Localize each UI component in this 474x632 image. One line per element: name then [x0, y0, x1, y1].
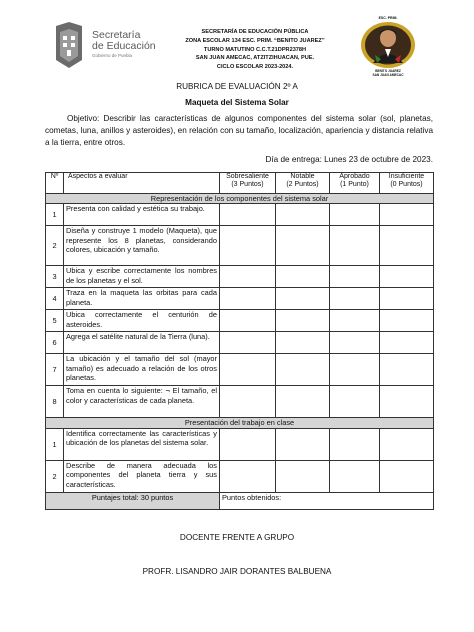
score-cell-insuficiente[interactable]	[380, 226, 434, 266]
score-cell-sobresaliente[interactable]	[220, 310, 276, 332]
score-cell-notable[interactable]	[276, 288, 330, 310]
row-number: 4	[46, 288, 64, 310]
secretaria-educacion-logo	[50, 18, 160, 74]
teacher-role: DOCENTE FRENTE A GRUPO	[179, 533, 295, 542]
score-cell-aprobado[interactable]	[330, 332, 380, 354]
table-row	[46, 288, 434, 310]
score-cell-insuficiente[interactable]	[380, 386, 434, 418]
logo-line-2: de Educación	[92, 40, 156, 53]
score-cell-sobresaliente[interactable]	[220, 460, 276, 492]
score-cell-notable[interactable]	[276, 332, 330, 354]
teacher-name: PROFR. LISANDRO JAIR DORANTES BALBUENA	[142, 567, 332, 576]
score-cell-insuficiente[interactable]	[380, 354, 434, 386]
score-cell-insuficiente[interactable]	[380, 428, 434, 460]
score-cell-sobresaliente[interactable]	[220, 428, 276, 460]
header-aspects: Aspectos a evaluar	[64, 173, 220, 194]
school-line: TURNO MATUTINO C.C.T.21DPR2378H	[203, 46, 307, 53]
score-cell-notable[interactable]	[276, 226, 330, 266]
table-row	[46, 266, 434, 288]
emblem-caption-top: ESC. PRIM.	[378, 16, 398, 20]
row-number: 2	[46, 226, 64, 266]
score-cell-aprobado[interactable]	[330, 266, 380, 288]
logo-line-1: Secretaría	[92, 29, 141, 41]
header-label: Sobresaliente	[226, 173, 269, 180]
score-cell-notable[interactable]	[276, 204, 330, 226]
score-cell-aprobado[interactable]	[330, 460, 380, 492]
row-aspect: Ubica correctamente el centurión de asteroides.	[64, 310, 220, 332]
due-date: Día de entrega: Lunes 23 de octubre de 2023.	[265, 155, 433, 164]
score-cell-sobresaliente[interactable]	[220, 226, 276, 266]
header-notable	[276, 173, 330, 194]
row-aspect: Describe de manera adecuada los componentes del planeta tierra y sus características.	[64, 460, 220, 492]
header-sobresaliente	[220, 173, 276, 194]
row-aspect: Identifica correctamente las características y ubicación de los planetas del sistema solar.	[64, 428, 220, 460]
score-cell-aprobado[interactable]	[330, 428, 380, 460]
score-cell-notable[interactable]	[276, 460, 330, 492]
score-cell-sobresaliente[interactable]	[220, 332, 276, 354]
score-cell-notable[interactable]	[276, 310, 330, 332]
document-title: RUBRICA DE EVALUACIÓN 2º A	[176, 82, 298, 91]
table-row	[46, 332, 434, 354]
row-number: 3	[46, 266, 64, 288]
row-number: 2	[46, 460, 64, 492]
table-row	[46, 386, 434, 418]
header-label: Aprobado	[339, 173, 370, 180]
score-cell-notable[interactable]	[276, 386, 330, 418]
logo-line-3: Gobierno de Puebla	[92, 53, 133, 59]
emblem-caption-bottom: SAN JUAN AMECAC	[372, 73, 404, 77]
school-header	[160, 28, 350, 72]
score-cell-insuficiente[interactable]	[380, 332, 434, 354]
score-cell-notable[interactable]	[276, 428, 330, 460]
score-cell-sobresaliente[interactable]	[220, 266, 276, 288]
header-points: (0 Puntos)	[390, 181, 423, 189]
section-title-representacion: Representación de los componentes del sistema solar	[46, 194, 434, 204]
row-aspect: La ubicación y el tamaño del sol (mayor tamaño) es adecuado a relación de los otros planetas.	[64, 354, 220, 386]
row-number: 8	[46, 386, 64, 418]
total-row	[46, 492, 434, 509]
row-aspect: Diseña y construye 1 modelo (Maqueta), que represente los 8 planetas, considerando colores, ubicación y tamaño.	[64, 226, 220, 266]
score-cell-aprobado[interactable]	[330, 204, 380, 226]
score-cell-aprobado[interactable]	[330, 354, 380, 386]
row-aspect: Ubica y escribe correctamente los nombres de los planetas y el sol.	[64, 266, 220, 288]
score-cell-insuficiente[interactable]	[380, 266, 434, 288]
score-cell-sobresaliente[interactable]	[220, 386, 276, 418]
header-points: (1 Punto)	[340, 181, 369, 189]
header-points: (3 Puntos)	[231, 181, 264, 189]
row-number: 6	[46, 332, 64, 354]
school-line: SAN JUAN AMECAC, ATZITZIHUACAN, PUE.	[195, 55, 315, 62]
benito-juarez-portrait-icon	[358, 21, 418, 69]
score-cell-insuficiente[interactable]	[380, 460, 434, 492]
row-aspect: Agrega el satélite natural de la Tierra (luna).	[64, 332, 220, 354]
obtained-points-label: Puntos obtenidos:	[222, 492, 282, 502]
score-cell-notable[interactable]	[276, 266, 330, 288]
row-aspect: Presenta con calidad y estética su trabajo.	[64, 204, 220, 226]
document-subtitle: Maqueta del Sistema Solar	[185, 98, 289, 107]
score-cell-aprobado[interactable]	[330, 226, 380, 266]
section-title-presentacion: Presentación del trabajo en clase	[46, 418, 434, 428]
score-cell-aprobado[interactable]	[330, 288, 380, 310]
state-emblem-icon	[52, 20, 86, 70]
header-num: Nº	[46, 173, 64, 194]
score-cell-notable[interactable]	[276, 354, 330, 386]
table-row	[46, 354, 434, 386]
obtained-points-field[interactable]	[220, 492, 434, 509]
school-line: CICLO ESCOLAR 2023-2024.	[216, 64, 294, 71]
table-header-row	[46, 173, 434, 194]
table-row	[46, 428, 434, 460]
header-label: Insuficiente	[388, 173, 425, 180]
table-row	[46, 226, 434, 266]
rubric-table	[45, 172, 434, 510]
emblem-caption-bottom: BENITO JUAREZ	[375, 69, 401, 73]
score-cell-insuficiente[interactable]	[380, 310, 434, 332]
row-number: 5	[46, 310, 64, 332]
section-row	[46, 418, 434, 428]
header-insuficiente	[380, 173, 434, 194]
header-points: (2 Puntos)	[286, 181, 319, 189]
header-label: Notable	[290, 173, 315, 180]
score-cell-aprobado[interactable]	[330, 310, 380, 332]
score-cell-aprobado[interactable]	[330, 386, 380, 418]
row-aspect: Toma en cuenta lo siguiente: ¬ El tamaño, el color y características de cada planeta.	[64, 386, 220, 418]
score-cell-sobresaliente[interactable]	[220, 288, 276, 310]
score-cell-sobresaliente[interactable]	[220, 204, 276, 226]
header-aprobado	[330, 173, 380, 194]
total-points-label: Puntajes total: 30 puntos	[46, 492, 220, 509]
school-line: ZONA ESCOLAR 134 ESC. PRIM. “BENITO JUAREZ”	[185, 37, 325, 44]
score-cell-insuficiente[interactable]	[380, 204, 434, 226]
table-row	[46, 460, 434, 492]
school-emblem	[358, 16, 418, 78]
table-row	[46, 310, 434, 332]
objective-paragraph: Objetivo: Describir las características de algunos componentes del sistema solar (sol, planetas, cometas, luna, anillos y asteroides), en relación con su tamaño, localización, apariencia y distancia relativa a la tierra, entre otros.	[45, 114, 433, 147]
school-line: SECRETARÍA DE EDUCACIÓN PÚBLICA	[201, 29, 309, 35]
table-row	[46, 204, 434, 226]
score-cell-insuficiente[interactable]	[380, 288, 434, 310]
row-aspect: Traza en la maqueta las orbitas para cada planeta.	[64, 288, 220, 310]
row-number: 7	[46, 354, 64, 386]
score-cell-sobresaliente[interactable]	[220, 354, 276, 386]
section-row	[46, 194, 434, 204]
row-number: 1	[46, 428, 64, 460]
row-number: 1	[46, 204, 64, 226]
